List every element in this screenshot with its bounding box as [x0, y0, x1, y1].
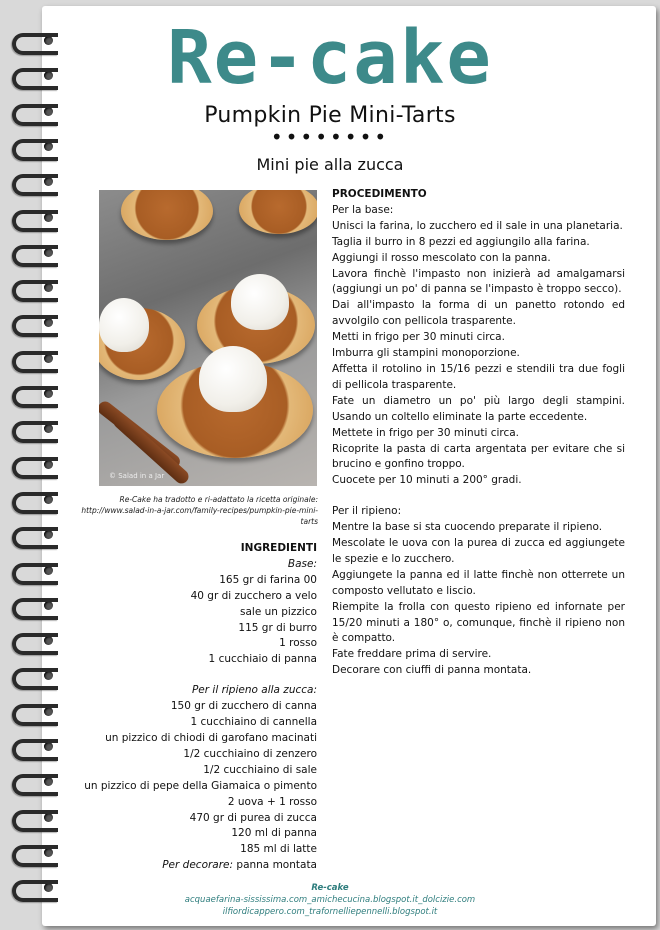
spiral-coil	[10, 277, 62, 299]
procedure-step: Cuocete per 10 minuti a 200° gradi.	[332, 474, 522, 487]
procedure-step: Affetta il rotolino in 15/16 pezzi e stendili tra due fogli di pellicola trasparente.	[332, 362, 625, 391]
base-ingredients-label: Base:	[287, 557, 317, 570]
tart-image	[121, 190, 213, 240]
ingredient-item: 2 uova + 1 rosso	[227, 795, 317, 808]
spiral-coil	[10, 560, 62, 582]
whipped-cream-image	[199, 346, 267, 412]
spiral-coil	[10, 842, 62, 864]
spiral-coil	[10, 312, 62, 334]
decoration-label: Per decorare:	[162, 859, 234, 872]
procedure-step: Ricoprite la pasta di carta argentata per evitare che si brucino e gonfino troppo.	[332, 442, 625, 471]
ingredient-item: 40 gr di zucchero a velo	[190, 589, 317, 602]
footer-links-line1: acquaefarina-sississima.com_amichecucina.blogspot.it_dolcizie.com	[184, 895, 476, 905]
ingredient-item: 150 gr di zucchero di canna	[170, 700, 317, 713]
ingredients-section	[72, 541, 317, 874]
whipped-cream-image	[231, 274, 289, 330]
ingredient-item: un pizzico di chiodi di garofano macinati	[105, 731, 317, 744]
spiral-coil	[10, 701, 62, 723]
ingredient-item: 1/2 cucchiaino di sale	[203, 763, 317, 776]
ingredient-item: 120 ml di panna	[231, 827, 317, 840]
procedure-step: Dai all'impasto la forma di un panetto rotondo ed avvolgilo con pellicola trasparente.	[332, 299, 625, 328]
caption-text: Re-Cake ha tradotto e ri-adattato la ricetta originale:	[119, 495, 318, 504]
footer-heading: Re-cake	[311, 883, 349, 893]
spiral-coil	[10, 665, 62, 687]
spiral-coil	[10, 171, 62, 193]
ingredient-item: 1 rosso	[279, 637, 317, 650]
procedure-step: Fate un diametro un po' più largo degli stampini. Usando un coltello eliminate la parte eccedente.	[332, 394, 625, 423]
ingredient-item: un pizzico di pepe della Giamaica o pimento	[84, 779, 317, 792]
ingredients-heading: INGREDIENTI	[240, 542, 317, 554]
procedure-step: Unisci la farina, lo zucchero ed il sale in una planetaria.	[332, 219, 623, 232]
procedure-step: Riempite la frolla con questo ripieno ed infornate per 15/20 minuti a 180° o, comunque, finchè il ripieno non è compatto.	[332, 600, 625, 645]
procedure-step: Decorare con ciuffi di panna montata.	[332, 664, 532, 677]
filling-ingredients-list	[72, 699, 317, 858]
spiral-coil	[10, 242, 62, 264]
spiral-coil	[10, 630, 62, 652]
base-ingredients-list	[72, 573, 317, 668]
ingredient-item: 1/2 cucchiaino di zenzero	[183, 747, 317, 760]
procedure-step: Fate freddare prima di servire.	[332, 648, 492, 661]
recipe-subtitle: Mini pie alla zucca	[256, 155, 404, 174]
whipped-cream-image	[99, 298, 149, 352]
decoration-line	[72, 858, 317, 874]
procedure-step: Mescolate le uova con la purea di zucca ed aggiungete le spezie e lo zucchero.	[332, 537, 625, 565]
site-logo: Re-cake	[167, 15, 493, 101]
photo-caption	[72, 494, 318, 527]
filling-ingredients-label: Per il ripieno alla zucca:	[191, 684, 317, 697]
spiral-coil	[10, 524, 62, 546]
ingredient-item: 1 cucchiaino di cannella	[190, 716, 317, 729]
procedure-step: Aggiungete la panna ed il latte finchè non otterrete un composto vellutato e liscio.	[332, 568, 625, 597]
procedure-step: Aggiungi il rosso mescolato con la panna.	[332, 251, 551, 264]
spiral-coil	[10, 736, 62, 758]
ingredient-item: 1 cucchiaio di panna	[208, 653, 317, 666]
procedure-section	[332, 187, 625, 679]
tart-image	[239, 190, 317, 234]
procedure-heading: PROCEDIMENTO	[332, 188, 427, 200]
recipe-photo	[99, 190, 317, 486]
spiral-coil	[10, 418, 62, 440]
spiral-coil	[10, 207, 62, 229]
decoration-value: panna montata	[233, 859, 317, 872]
procedure-filling-label: Per il ripieno:	[332, 505, 402, 518]
procedure-base-label: Per la base:	[332, 203, 394, 216]
spiral-coil	[10, 383, 62, 405]
procedure-step: Mettete in frigo per 30 minuti circa.	[332, 426, 520, 439]
spiral-coil	[10, 489, 62, 511]
photo-watermark: © Salad in a Jar	[109, 472, 165, 480]
spiral-coil	[10, 771, 62, 793]
title-divider-dots: ••••••••	[270, 125, 390, 149]
ingredient-item: 115 gr di burro	[238, 621, 317, 634]
ingredient-item: sale un pizzico	[240, 605, 317, 618]
footer	[0, 882, 660, 918]
footer-links-line2: ilfiordicappero.com_trafornelliepennelli.blogspot.it	[222, 907, 438, 917]
recipe-title: Pumpkin Pie Mini-Tarts	[204, 103, 456, 128]
spiral-coil	[10, 454, 62, 476]
ingredient-item: 185 ml di latte	[240, 843, 317, 856]
caption-url: http://www.salad-in-a-jar.com/family-recipes/pumpkin-pie-mini-tarts	[81, 506, 318, 526]
ingredient-item: 470 gr di purea di zucca	[189, 811, 317, 824]
procedure-step: Imburra gli stampini monoporzione.	[332, 347, 520, 360]
procedure-step: Mentre la base si sta cuocendo preparate il ripieno.	[332, 521, 603, 534]
spiral-coil	[10, 807, 62, 829]
spiral-coil	[10, 348, 62, 370]
ingredient-item: 165 gr di farina 00	[219, 573, 317, 586]
procedure-step: Metti in frigo per 30 minuti circa.	[332, 331, 505, 344]
procedure-base-steps	[332, 219, 625, 489]
procedure-step: Taglia il burro in 8 pezzi ed aggiungilo alla farina.	[332, 235, 590, 248]
procedure-filling-steps	[332, 520, 625, 679]
spiral-coil	[10, 595, 62, 617]
procedure-step: Lavora finchè l'impasto non inizierà ad amalgamarsi (aggiungi un po' di panna se l'impasto è troppo secco).	[332, 267, 625, 296]
